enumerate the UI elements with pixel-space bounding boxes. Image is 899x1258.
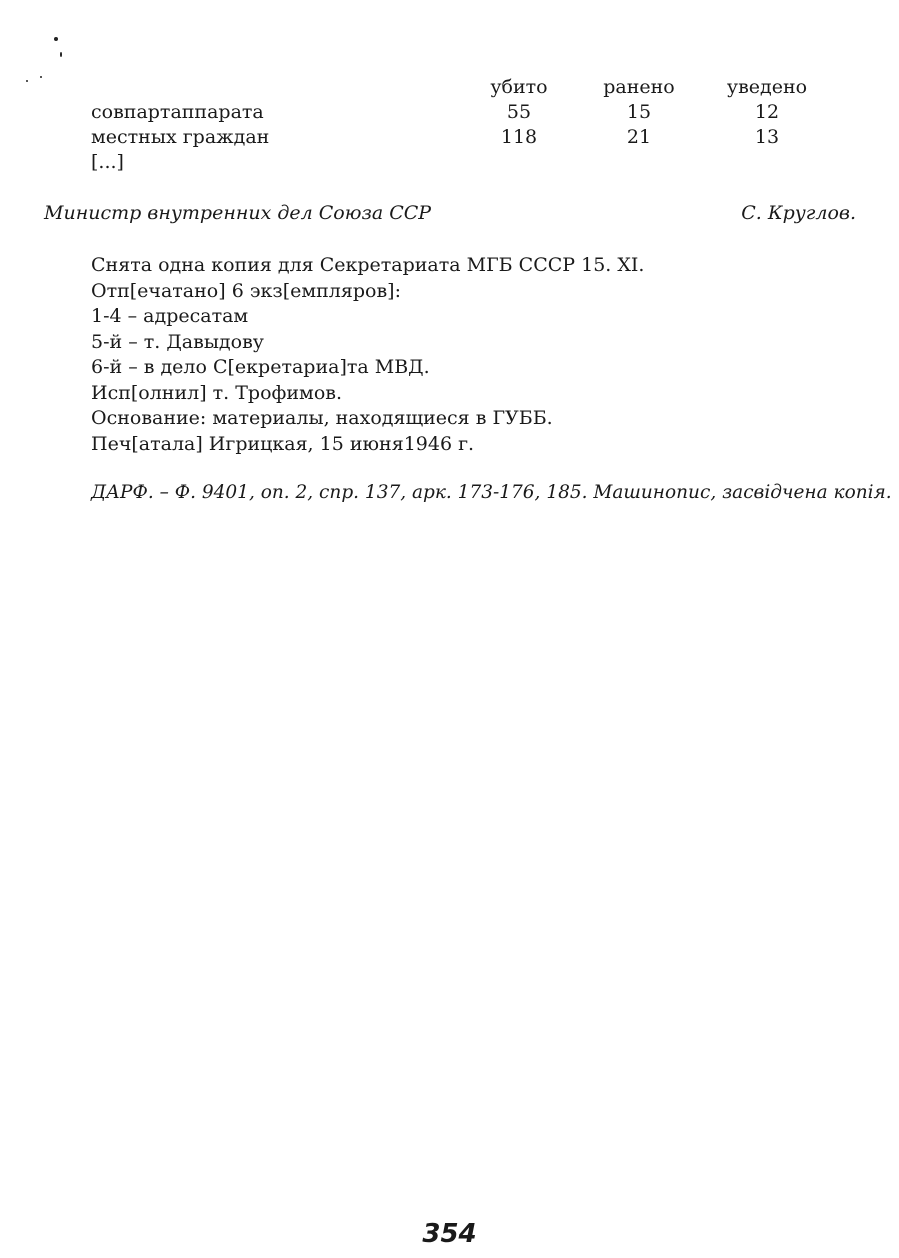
row-value: 21: [626, 126, 652, 148]
table-header-abducted: уведено: [726, 76, 808, 98]
row-value: 13: [754, 126, 780, 148]
signature-block: [44, 202, 856, 224]
row-value: 12: [754, 101, 780, 123]
table-header-row: [91, 76, 831, 101]
note-line: 6-й – в дело С[екретариа]та МВД.: [91, 356, 430, 378]
row-value: 118: [500, 126, 538, 148]
scan-speck: [60, 52, 62, 57]
scan-speck: [26, 80, 28, 82]
note-line: 5-й – т. Давыдову: [91, 330, 264, 353]
row-label: совпартаппарата: [91, 101, 264, 123]
table-header-killed: убито: [490, 76, 548, 98]
note-line: Печ[атала] Игрицкая, 15 июня1946 г.: [91, 432, 475, 455]
signatory-position: Министр внутренних дел Союза ССР: [44, 202, 432, 224]
casualty-table: [91, 76, 831, 151]
note-line: 1-4 – адресатам: [91, 305, 249, 327]
table-header-empty: [91, 76, 463, 101]
table-header-wounded: ранено: [603, 76, 675, 98]
distribution-notes: [91, 253, 644, 457]
note-line: Исп[олнил] т. Трофимов.: [91, 381, 342, 404]
page-number: 354: [422, 1219, 477, 1249]
row-value: 15: [626, 101, 652, 123]
omission-mark: [...]: [91, 151, 124, 173]
archival-source: ДАРФ. – Ф. 9401, оп. 2, спр. 137, арк. 173-176, 185. Машинопис, засвідчена копія.: [91, 482, 892, 503]
signatory-name: С. Круглов.: [741, 202, 856, 224]
table-row: [91, 126, 831, 151]
note-line: Основание: материалы, находящиеся в ГУББ.: [91, 407, 553, 429]
scan-speck: [40, 76, 42, 78]
note-line: Отп[ечатано] 6 экз[емпляров]:: [91, 279, 401, 302]
table-row: [91, 101, 831, 126]
scan-speck: [54, 37, 58, 41]
note-line: Снята одна копия для Секретариата МГБ СССР 15. XI.: [91, 254, 645, 276]
row-value: 55: [506, 101, 532, 123]
row-label: местных граждан: [91, 126, 270, 148]
